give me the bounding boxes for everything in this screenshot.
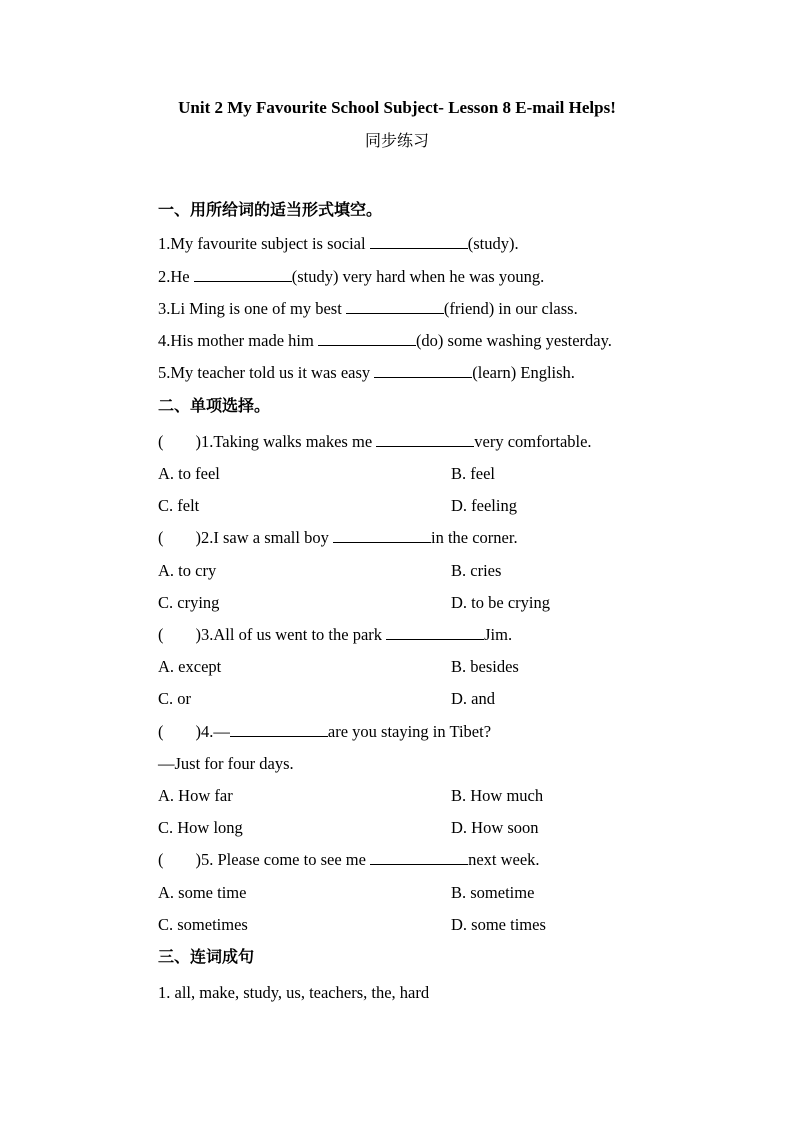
option-d[interactable]: D. How soon <box>451 818 539 837</box>
choice-question-4 <box>158 721 491 743</box>
answer-paren-open: ( <box>158 432 164 451</box>
option-b[interactable]: B. How much <box>451 786 544 805</box>
reorder-item-1: 1. all, make, study, us, teachers, the, hard <box>158 983 430 1002</box>
question-text: 3.All of us went to the park <box>201 625 387 644</box>
fill-item-5 <box>158 362 575 384</box>
answer-paren-open: ( <box>158 722 164 741</box>
fill-item-text: 3.Li Ming is one of my best <box>158 299 346 318</box>
section-1-heading: 一、用所给词的适当形式填空。 <box>158 200 383 219</box>
dialogue-reply: —Just for four days. <box>158 754 294 773</box>
fill-item-hint: (study). <box>467 234 519 253</box>
option-c[interactable]: C. felt <box>158 496 200 515</box>
answer-paren-close: ) <box>195 432 201 451</box>
section-3-heading: 三、连词成句 <box>158 947 255 966</box>
option-d[interactable]: D. some times <box>451 915 546 934</box>
choice-question-1 <box>158 431 592 453</box>
option-b[interactable]: B. besides <box>451 657 519 676</box>
choice-question-5 <box>158 849 540 871</box>
option-c[interactable]: C. or <box>158 689 191 708</box>
option-a[interactable]: A. to cry <box>158 561 217 580</box>
fill-item-3 <box>158 298 578 320</box>
option-b[interactable]: B. sometime <box>451 883 535 902</box>
fill-item-1 <box>158 233 519 255</box>
fill-item-text: 1.My favourite subject is social <box>158 234 370 253</box>
fill-item-hint: (do) some washing yesterday. <box>415 331 612 350</box>
fill-item-hint: (friend) in our class. <box>443 299 578 318</box>
fill-item-2 <box>158 266 544 288</box>
answer-paren-close: ) <box>195 722 201 741</box>
fill-item-hint: (study) very hard when he was young. <box>291 267 545 286</box>
choice-question-3 <box>158 624 512 646</box>
choice-question-2 <box>158 527 518 549</box>
page-subtitle: 同步练习 <box>364 131 429 150</box>
answer-paren-open: ( <box>158 625 164 644</box>
option-c[interactable]: C. crying <box>158 593 220 612</box>
question-text: 1.Taking walks makes me <box>201 432 377 451</box>
question-text: 5. Please come to see me <box>201 850 371 869</box>
answer-blank <box>333 527 431 543</box>
option-d[interactable]: D. to be crying <box>451 593 550 612</box>
option-d[interactable]: D. and <box>451 689 495 708</box>
option-a[interactable]: A. to feel <box>158 464 220 483</box>
question-text-end: next week. <box>468 850 540 869</box>
answer-blank[interactable] <box>374 362 472 378</box>
page-title: Unit 2 My Favourite School Subject- Lesson 8 E-mail Helps! <box>178 98 616 117</box>
question-text-end: Jim. <box>484 625 513 644</box>
question-text-end: very comfortable. <box>474 432 592 451</box>
answer-blank[interactable] <box>346 298 444 314</box>
answer-paren-close: ) <box>195 850 201 869</box>
answer-blank <box>386 624 484 640</box>
option-b[interactable]: B. feel <box>451 464 495 483</box>
question-text: 2.I saw a small boy <box>201 528 333 547</box>
option-d[interactable]: D. feeling <box>451 496 517 515</box>
fill-item-text: 5.My teacher told us it was easy <box>158 363 375 382</box>
answer-blank <box>376 431 474 447</box>
answer-paren-open: ( <box>158 850 164 869</box>
answer-blank[interactable] <box>318 330 416 346</box>
answer-blank[interactable] <box>194 266 292 282</box>
option-c[interactable]: C. sometimes <box>158 915 248 934</box>
fill-item-text: 2.He <box>158 267 194 286</box>
option-a[interactable]: A. How far <box>158 786 233 805</box>
answer-paren-close: ) <box>195 528 201 547</box>
answer-blank <box>370 849 468 865</box>
fill-item-hint: (learn) English. <box>472 363 575 382</box>
section-2-heading: 二、单项选择。 <box>158 396 271 415</box>
fill-item-text: 4.His mother made him <box>158 331 318 350</box>
answer-blank[interactable] <box>370 233 468 249</box>
question-text: 4.— <box>201 722 230 741</box>
answer-paren-close: ) <box>195 625 201 644</box>
fill-item-4 <box>158 330 612 352</box>
option-c[interactable]: C. How long <box>158 818 243 837</box>
answer-blank <box>230 721 328 737</box>
answer-paren-open: ( <box>158 528 164 547</box>
question-text-end: in the corner. <box>430 528 518 547</box>
option-b[interactable]: B. cries <box>451 561 502 580</box>
question-text-end: are you staying in Tibet? <box>327 722 492 741</box>
option-a[interactable]: A. some time <box>158 883 247 902</box>
option-a[interactable]: A. except <box>158 657 222 676</box>
